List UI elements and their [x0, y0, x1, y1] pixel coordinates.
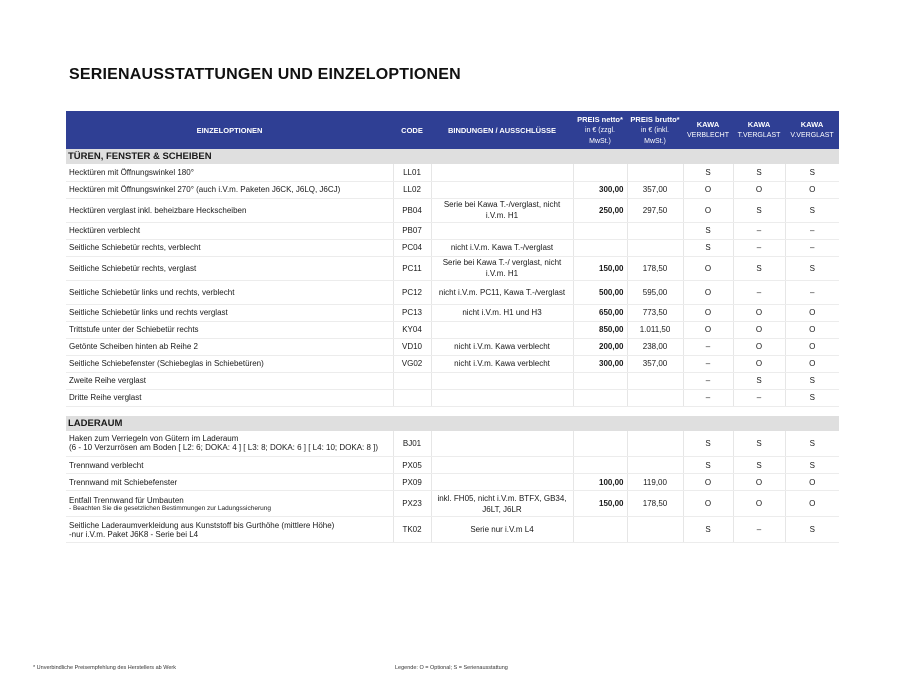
header-netto: [573, 111, 627, 149]
row-kawa-vverglast: –: [785, 222, 839, 239]
header-k1-title: KAWA: [696, 120, 720, 129]
row-bindings: nicht i.V.m. H1 und H3: [431, 304, 573, 321]
row-bindings: inkl. FH05, nicht i.V.m. BTFX, GB34, J6LT, J6LR: [431, 491, 573, 517]
row-kawa-tverglast: O: [733, 355, 785, 372]
table-row: [66, 431, 839, 457]
row-name-main: Seitliche Schiebefenster (Schiebeglas in Schiebetüren): [69, 359, 264, 368]
row-kawa-vverglast: S: [785, 517, 839, 543]
header-brutto-title: PREIS brutto*: [630, 114, 680, 124]
row-price-brutto: [627, 389, 683, 406]
header-brutto-sub2: MwSt.): [644, 137, 666, 145]
section-header: [66, 149, 839, 164]
row-bindings: Serie bei Kawa T.-/verglast, nicht i.V.m. H1: [431, 198, 573, 222]
header-k3-sub: V.VERGLAST: [790, 132, 834, 139]
row-kawa-verblecht: O: [683, 181, 733, 198]
table-header: [66, 111, 839, 149]
row-name: [66, 256, 393, 280]
table-row: [66, 372, 839, 389]
row-price-brutto: 357,00: [627, 181, 683, 198]
row-price-brutto: [627, 431, 683, 457]
row-name: [66, 280, 393, 304]
table-row: [66, 474, 839, 491]
row-name-main: Seitliche Schiebetür links und rechts, verblecht: [69, 287, 235, 297]
row-kawa-tverglast: O: [733, 474, 785, 491]
header-bind: BINDUNGEN / AUSSCHLÜSSE: [431, 111, 573, 149]
row-name-note: (6 - 10 Verzurrösen am Boden [ L2: 6; DOKA: 4 ] [ L3: 8; DOKA: 6 ] [ L4: 10; DOKA: 8 ]): [69, 443, 379, 453]
row-name: [66, 222, 393, 239]
row-kawa-verblecht: –: [683, 389, 733, 406]
row-bindings: Serie nur i.V.m L4: [431, 517, 573, 543]
row-code: BJ01: [393, 431, 431, 457]
row-kawa-tverglast: O: [733, 491, 785, 517]
row-name-note: - Beachten Sie die gesetzlichen Bestimmungen zur Ladungssicherung: [69, 504, 271, 512]
header-code: CODE: [393, 111, 431, 149]
row-bindings: [431, 431, 573, 457]
row-kawa-verblecht: S: [683, 457, 733, 474]
row-price-netto: 500,00: [573, 280, 627, 304]
row-kawa-tverglast: O: [733, 181, 785, 198]
row-kawa-vverglast: O: [785, 181, 839, 198]
row-kawa-verblecht: O: [683, 474, 733, 491]
row-bindings: [431, 181, 573, 198]
row-code: TK02: [393, 517, 431, 543]
row-kawa-vverglast: S: [785, 389, 839, 406]
row-price-brutto: 773,50: [627, 304, 683, 321]
row-price-brutto: 297,50: [627, 198, 683, 222]
row-kawa-verblecht: S: [683, 517, 733, 543]
row-name-main: Entfall Trennwand für Umbauten: [69, 495, 184, 505]
row-name: [66, 198, 393, 222]
row-kawa-tverglast: S: [733, 431, 785, 457]
row-name-main: Dritte Reihe verglast: [69, 393, 142, 402]
row-name-main: Hecktüren mit Öffnungswinkel 180°: [69, 167, 194, 177]
row-kawa-vverglast: S: [785, 457, 839, 474]
row-kawa-vverglast: S: [785, 431, 839, 457]
row-bindings: [431, 457, 573, 474]
header-k1-sub: VERBLECHT: [686, 132, 729, 139]
row-code: VG02: [393, 355, 431, 372]
table-row: [66, 389, 839, 406]
row-bindings: nicht i.V.m. PC11, Kawa T.-/verglast: [431, 280, 573, 304]
section-spacer: [66, 406, 839, 416]
table-row: [66, 164, 839, 181]
table-row: [66, 457, 839, 474]
header-brutto: [627, 111, 683, 149]
row-price-netto: 150,00: [573, 256, 627, 280]
row-kawa-tverglast: –: [733, 389, 785, 406]
row-code: PB07: [393, 222, 431, 239]
row-name-main: Hecktüren verglast inkl. beheizbare Heckscheiben: [69, 205, 247, 215]
table-row: [66, 338, 839, 355]
header-netto-title: PREIS netto*: [577, 114, 623, 124]
section-title: TÜREN, FENSTER & SCHEIBEN: [66, 149, 839, 164]
row-price-brutto: 178,50: [627, 491, 683, 517]
row-code: PC13: [393, 304, 431, 321]
row-name-main: Seitliche Laderaumverkleidung aus Kunststoff bis Gurthöhe (mittlere Höhe): [69, 520, 335, 530]
row-kawa-verblecht: S: [683, 239, 733, 256]
row-name: [66, 491, 393, 517]
footer-footnote: * Unverbindliche Preisempfehlung des Herstellers ab Werk: [33, 665, 176, 671]
options-table: [66, 111, 839, 543]
row-name-main: Trennwand mit Schiebefenster: [69, 477, 178, 487]
row-code: [393, 372, 431, 389]
row-price-brutto: 357,00: [627, 355, 683, 372]
row-price-brutto: 595,00: [627, 280, 683, 304]
header-name: EINZELOPTIONEN: [66, 111, 393, 149]
row-kawa-tverglast: –: [733, 239, 785, 256]
row-kawa-vverglast: O: [785, 304, 839, 321]
row-name: [66, 355, 393, 372]
row-code: PX09: [393, 474, 431, 491]
row-name-main: Hecktüren verblecht: [69, 226, 141, 235]
row-code: PC12: [393, 280, 431, 304]
table-row: [66, 280, 839, 304]
row-code: PC04: [393, 239, 431, 256]
table-row: [66, 198, 839, 222]
row-kawa-tverglast: O: [733, 321, 785, 338]
header-k3-title: KAWA: [800, 120, 824, 129]
row-price-netto: [573, 431, 627, 457]
row-price-netto: [573, 389, 627, 406]
row-code: PX23: [393, 491, 431, 517]
row-price-netto: 200,00: [573, 338, 627, 355]
page-title: SERIENAUSSTATTUNGEN UND EINZELOPTIONEN: [69, 66, 461, 83]
row-name: [66, 164, 393, 181]
row-name-main: Zweite Reihe verglast: [69, 376, 146, 385]
row-bindings: nicht i.V.m. Kawa verblecht: [431, 338, 573, 355]
row-price-netto: 650,00: [573, 304, 627, 321]
table-row: [66, 517, 839, 543]
row-price-brutto: [627, 239, 683, 256]
row-kawa-vverglast: –: [785, 280, 839, 304]
table-row: [66, 222, 839, 239]
row-name-main: Hecktüren mit Öffnungswinkel 270° (auch i.V.m. Paketen J6CK, J6LQ, J6CJ): [69, 185, 341, 194]
row-code: PC11: [393, 256, 431, 280]
row-kawa-tverglast: S: [733, 372, 785, 389]
row-bindings: [431, 321, 573, 338]
row-kawa-tverglast: O: [733, 338, 785, 355]
row-name: [66, 431, 393, 457]
row-bindings: [431, 372, 573, 389]
row-price-netto: 300,00: [573, 355, 627, 372]
row-code: [393, 389, 431, 406]
row-name: [66, 457, 393, 474]
header-kawa-verblecht: [683, 111, 733, 149]
row-kawa-verblecht: –: [683, 372, 733, 389]
row-price-netto: 150,00: [573, 491, 627, 517]
table-row: [66, 256, 839, 280]
row-name: [66, 304, 393, 321]
row-kawa-verblecht: O: [683, 280, 733, 304]
row-kawa-vverglast: O: [785, 321, 839, 338]
row-code: PB04: [393, 198, 431, 222]
header-k2-title: KAWA: [747, 120, 771, 129]
row-kawa-vverglast: S: [785, 256, 839, 280]
row-kawa-verblecht: S: [683, 222, 733, 239]
row-name: [66, 372, 393, 389]
row-name-main: Haken zum Verriegeln von Gütern im Laderaum: [69, 434, 239, 444]
row-kawa-tverglast: S: [733, 457, 785, 474]
row-name-main: Seitliche Schiebetür rechts, verglast: [69, 263, 197, 273]
row-bindings: nicht i.V.m. Kawa verblecht: [431, 355, 573, 372]
header-brutto-sub1: in € (inkl.: [640, 126, 669, 134]
row-kawa-verblecht: O: [683, 256, 733, 280]
table-row: [66, 321, 839, 338]
row-kawa-tverglast: S: [733, 256, 785, 280]
row-price-brutto: [627, 372, 683, 389]
row-code: LL01: [393, 164, 431, 181]
row-code: VD10: [393, 338, 431, 355]
row-name-note: -nur i.V.m. Paket J6K8 - Serie bei L4: [69, 529, 199, 539]
row-kawa-verblecht: S: [683, 431, 733, 457]
row-kawa-vverglast: S: [785, 372, 839, 389]
section-header: [66, 416, 839, 431]
row-price-netto: [573, 222, 627, 239]
row-name: [66, 321, 393, 338]
row-price-brutto: [627, 457, 683, 474]
spacer-cell: [66, 406, 839, 416]
row-name-main: Getönte Scheiben hinten ab Reihe 2: [69, 342, 198, 351]
table-row: [66, 239, 839, 256]
row-price-brutto: 119,00: [627, 474, 683, 491]
row-kawa-vverglast: –: [785, 239, 839, 256]
row-price-brutto: 1.011,50: [627, 321, 683, 338]
row-price-brutto: [627, 517, 683, 543]
header-kawa-tverglast: [733, 111, 785, 149]
row-price-brutto: 238,00: [627, 338, 683, 355]
row-bindings: nicht i.V.m. Kawa T.-/verglast: [431, 239, 573, 256]
row-name-main: Seitliche Schiebetür links und rechts verglast: [69, 308, 228, 317]
row-price-netto: 250,00: [573, 198, 627, 222]
section-title: LADERAUM: [66, 416, 839, 431]
row-price-netto: [573, 457, 627, 474]
row-price-netto: [573, 517, 627, 543]
row-bindings: [431, 222, 573, 239]
table-row: [66, 304, 839, 321]
row-kawa-tverglast: –: [733, 222, 785, 239]
row-kawa-vverglast: S: [785, 164, 839, 181]
row-kawa-verblecht: O: [683, 304, 733, 321]
header-netto-sub1: in € (zzgl.: [585, 126, 615, 134]
row-price-netto: [573, 372, 627, 389]
row-kawa-verblecht: O: [683, 198, 733, 222]
row-name-main: Seitliche Schiebetür rechts, verblecht: [69, 243, 201, 252]
row-price-brutto: 178,50: [627, 256, 683, 280]
row-price-netto: [573, 239, 627, 256]
row-kawa-verblecht: O: [683, 491, 733, 517]
row-name: [66, 181, 393, 198]
row-name-main: Trennwand verblecht: [69, 460, 144, 470]
table-row: [66, 355, 839, 372]
row-kawa-verblecht: –: [683, 355, 733, 372]
row-bindings: [431, 164, 573, 181]
row-name: [66, 517, 393, 543]
row-price-netto: [573, 164, 627, 181]
row-kawa-vverglast: O: [785, 491, 839, 517]
row-bindings: [431, 474, 573, 491]
row-code: PX05: [393, 457, 431, 474]
row-kawa-vverglast: O: [785, 338, 839, 355]
row-price-brutto: [627, 222, 683, 239]
row-price-netto: 100,00: [573, 474, 627, 491]
row-price-netto: 850,00: [573, 321, 627, 338]
row-kawa-vverglast: O: [785, 355, 839, 372]
header-k2-sub: T.VERGLAST: [737, 132, 781, 139]
row-kawa-vverglast: O: [785, 474, 839, 491]
row-code: KY04: [393, 321, 431, 338]
row-kawa-tverglast: –: [733, 280, 785, 304]
header-netto-sub2: MwSt.): [589, 137, 611, 145]
row-price-brutto: [627, 164, 683, 181]
row-code: LL02: [393, 181, 431, 198]
row-name: [66, 338, 393, 355]
row-name: [66, 389, 393, 406]
row-price-netto: 300,00: [573, 181, 627, 198]
row-kawa-vverglast: S: [785, 198, 839, 222]
row-kawa-verblecht: S: [683, 164, 733, 181]
row-name: [66, 474, 393, 491]
row-kawa-verblecht: O: [683, 321, 733, 338]
row-bindings: [431, 389, 573, 406]
row-kawa-tverglast: –: [733, 517, 785, 543]
row-kawa-verblecht: –: [683, 338, 733, 355]
row-bindings: Serie bei Kawa T.-/ verglast, nicht i.V.m. H1: [431, 256, 573, 280]
table-row: [66, 181, 839, 198]
row-kawa-tverglast: S: [733, 164, 785, 181]
row-name-main: Trittstufe unter der Schiebetür rechts: [69, 325, 199, 334]
footer-legend: Legende: O = Optional; S = Serienausstattung: [395, 665, 508, 671]
table-row: [66, 491, 839, 517]
row-name: [66, 239, 393, 256]
row-kawa-tverglast: O: [733, 304, 785, 321]
header-kawa-vverglast: [785, 111, 839, 149]
row-kawa-tverglast: S: [733, 198, 785, 222]
